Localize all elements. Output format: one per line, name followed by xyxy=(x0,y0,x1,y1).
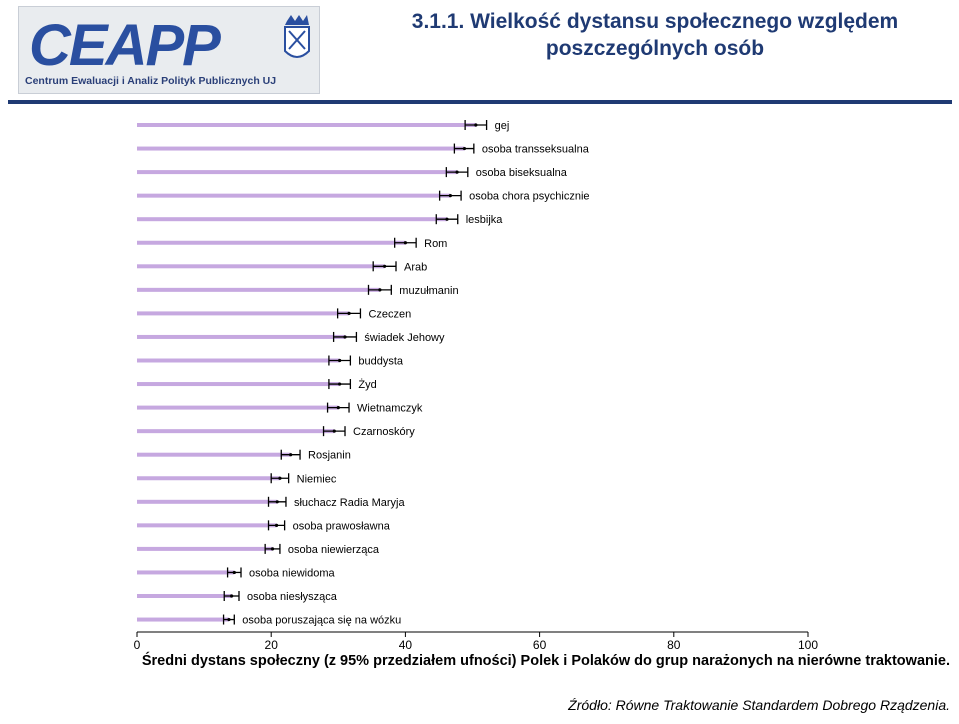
category-label: osoba niewidoma xyxy=(249,567,335,580)
category-label: osoba biseksualna xyxy=(475,167,567,180)
bar xyxy=(137,476,280,480)
bar-row xyxy=(137,403,423,415)
bar xyxy=(137,241,405,245)
bar-row xyxy=(137,567,335,579)
bar xyxy=(137,359,340,363)
category-label: osoba transseksualna xyxy=(481,143,589,156)
bar xyxy=(137,147,464,151)
x-tick-label: 0 xyxy=(133,638,141,652)
bar xyxy=(137,288,380,292)
mean-point xyxy=(337,406,340,409)
bar xyxy=(137,335,345,339)
title-line-2: poszczególnych osób xyxy=(545,37,765,60)
bar xyxy=(137,311,349,315)
mean-point xyxy=(404,241,407,244)
x-tick-label: 20 xyxy=(264,638,278,652)
bar-row xyxy=(137,191,590,203)
category-label: słuchacz Radia Maryja xyxy=(293,496,405,509)
category-label: Wietnamczyk xyxy=(357,402,423,415)
mean-point xyxy=(474,123,477,126)
bar-row xyxy=(137,473,337,485)
category-label: muzułmanin xyxy=(399,284,459,297)
category-label: osoba niewierząca xyxy=(287,543,380,556)
mean-point xyxy=(230,594,233,597)
category-label: buddysta xyxy=(358,355,404,368)
mean-point xyxy=(275,524,278,527)
category-label: Rosjanin xyxy=(308,449,351,462)
ceapp-logo-text: CEAPP xyxy=(29,13,219,75)
bar xyxy=(137,170,457,174)
mean-point xyxy=(233,571,236,574)
x-tick-label: 60 xyxy=(532,638,547,652)
bar-row xyxy=(137,167,568,179)
bar-row xyxy=(137,378,377,391)
bar-row xyxy=(137,520,391,532)
mean-point xyxy=(445,218,448,221)
x-tick-label: 100 xyxy=(797,638,819,652)
bars-layer xyxy=(137,120,590,627)
bar-row xyxy=(137,238,447,250)
bar-row xyxy=(137,120,509,132)
category-label: osoba niesłysząca xyxy=(246,591,337,603)
bar-row xyxy=(137,214,503,226)
x-tick-label: 80 xyxy=(667,638,681,652)
bar xyxy=(137,594,232,598)
bar-row xyxy=(137,144,590,156)
x-axis xyxy=(134,632,819,652)
category-label: osoba prawosławna xyxy=(292,520,390,533)
category-label: lesbijka xyxy=(465,214,503,227)
title-line-1: 3.1.1. Wielkość dystansu społecznego względem xyxy=(411,10,899,33)
mean-point xyxy=(276,500,279,503)
bar xyxy=(137,570,234,574)
mean-point xyxy=(271,547,274,550)
category-label: Żyd xyxy=(358,379,377,392)
bar-row xyxy=(137,450,351,462)
bar xyxy=(137,406,338,410)
bar xyxy=(137,523,277,527)
mean-point xyxy=(463,147,466,150)
bar-row xyxy=(137,615,401,627)
mean-point xyxy=(333,430,336,433)
bar xyxy=(137,123,476,127)
category-label: Czarnoskóry xyxy=(353,426,415,439)
bar xyxy=(137,217,447,221)
mean-point xyxy=(227,618,230,621)
logo-subtitle: Centrum Ewaluacji i Analiz Polityk Publicznych UJ xyxy=(25,75,277,87)
bar-row xyxy=(137,285,459,297)
category-label: Czeczen xyxy=(368,308,412,321)
bar-row xyxy=(137,356,404,368)
bar-row xyxy=(137,261,427,273)
mean-point xyxy=(455,171,458,174)
bar xyxy=(137,194,450,198)
bar xyxy=(137,429,334,433)
category-label: Rom xyxy=(424,237,448,250)
category-label: gej xyxy=(494,120,510,132)
mean-point xyxy=(338,359,341,362)
bar xyxy=(137,547,273,551)
bar-row xyxy=(137,591,338,603)
category-label: osoba chora psychicznie xyxy=(469,190,590,203)
category-label: Arab xyxy=(404,261,428,274)
x-tick-label: 40 xyxy=(398,638,413,652)
bar-row xyxy=(137,308,411,320)
mean-point xyxy=(343,335,346,338)
bar xyxy=(137,382,340,386)
mean-point xyxy=(289,453,292,456)
category-label: Niemiec xyxy=(296,473,337,486)
mean-point xyxy=(378,288,381,291)
bar-row xyxy=(137,544,380,556)
bar xyxy=(137,618,229,622)
mean-point xyxy=(383,265,386,268)
mean-point xyxy=(449,194,452,197)
source-note: Źródło: Równe Traktowanie Standardem Dobrego Rządzenia. xyxy=(568,697,950,713)
chart-caption: Średni dystans społeczny (z 95% przedziałem ufności) Polek i Polaków do grup narażonych na nierówne traktowanie. xyxy=(141,653,950,669)
mean-point xyxy=(338,382,341,385)
mean-point xyxy=(278,477,281,480)
bar-row xyxy=(137,332,445,344)
mean-point xyxy=(347,312,350,315)
bar xyxy=(137,500,277,504)
bar xyxy=(137,264,385,268)
category-label: osoba poruszająca się na wózku xyxy=(242,614,402,627)
category-label: świadek Jehowy xyxy=(364,331,445,344)
bar-row xyxy=(137,497,405,509)
bar-row xyxy=(137,426,415,438)
bar xyxy=(137,453,291,457)
